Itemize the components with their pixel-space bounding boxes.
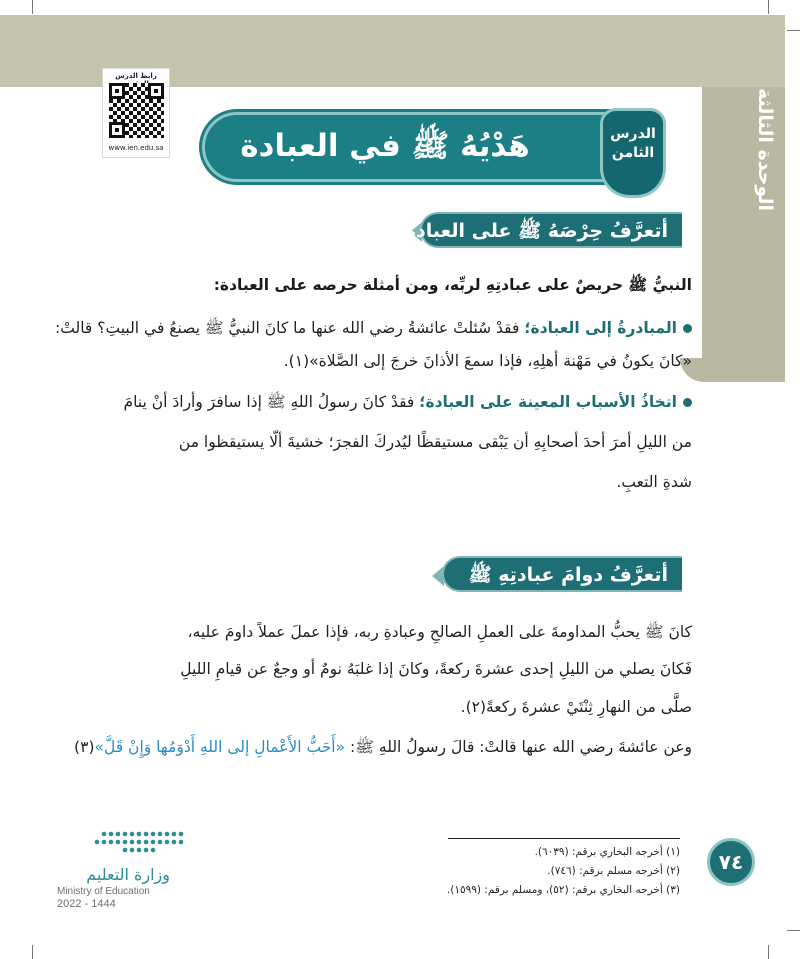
section1-point1-quote: «كانَ يكونُ في مَهْنة أهلِهِ، فإذا سمعَ الأذانَ خرجَ إلى الصَّلاة»(١). <box>283 352 692 370</box>
lesson-title: هَدْيُهُ ﷺ في العبادة <box>240 128 530 164</box>
section-heading-2-text: أتعرَّفُ دوامَ عبادتِهِ ﷺ <box>468 564 668 586</box>
qr-code-icon <box>109 83 164 138</box>
qr-url: www.ien.edu.sa <box>108 144 164 152</box>
lesson-number-tag <box>600 108 666 198</box>
footnote-3: (٣) أخرجه البخاري برقم: (٥٢)، ومسلم برقم: (١٥٩٩). <box>446 884 680 896</box>
footnote-1: (١) أخرجه البخاري برقم: (٦٠٣٩). <box>534 846 680 858</box>
section-heading-1 <box>404 212 682 248</box>
point2-text: فقدْ كانَ رسولُ اللهِ ﷺ إذا سافرَ وأرادَ أنْ ينامَ <box>123 393 420 411</box>
crop-mark <box>32 945 33 959</box>
page-number: ٧٤ <box>707 838 755 886</box>
section1-point2-line2: من الليلِ أمرَ أحدَ أصحابِهِ أن يَبْقى مستيقظًا ليُدركَ الفجرَ؛ خشيةَ ألّا يستيقظوا من <box>178 433 692 451</box>
point2-lead: اتخاذُ الأسباب المعينة على العبادة؛ <box>419 393 677 411</box>
ministry-logo-icon <box>84 828 184 858</box>
section2-line3: صلَّى من النهارِ ثِنْتَيْ عشرةَ ركعةً(٢). <box>460 698 692 716</box>
hadith-intro: وعن عائشةَ رضي الله عنها قالتْ: قالَ رسولُ اللهِ ﷺ: <box>345 738 692 756</box>
ministry-year: 2022 - 1444 <box>57 898 116 910</box>
section1-point1 <box>55 318 692 341</box>
footnote-2: (٢) أخرجه مسلم برقم: (٧٤٦). <box>547 865 680 877</box>
section2-line4 <box>74 737 692 760</box>
section1-intro: النبيُّ ﷺ حريصٌ على عبادتِهِ لربِّه، ومن أمثلة حرصه على العبادة: <box>213 276 692 294</box>
crop-mark <box>32 0 33 14</box>
section-heading-2 <box>442 556 682 592</box>
qr-link-box[interactable] <box>102 68 170 158</box>
hadith-quote: «أَحَبُّ الأَعْمالِ إلى اللهِ أَدْوَمُها وَإِنْ قَلَّ» <box>94 738 346 756</box>
crop-mark <box>768 945 769 959</box>
ministry-name-ar: وزارة التعليم <box>86 865 170 884</box>
crop-mark <box>768 0 769 14</box>
bullet-icon <box>683 324 692 333</box>
lesson-tag-line1: الدرس <box>610 126 656 142</box>
qr-title: رابط الدرس <box>115 72 157 80</box>
section1-point2 <box>92 392 692 415</box>
bullet-icon <box>683 398 692 407</box>
crop-mark <box>787 30 800 31</box>
ministry-name-en: Ministry of Education <box>57 886 150 897</box>
section1-point2-line3: شدةِ التعبِ. <box>616 473 692 491</box>
section2-line1: كانَ ﷺ يحبُّ المداومةَ على العملِ الصالحِ وعبادةِ ربه، فإذا عملَ عملاً داومَ عليه، <box>187 623 692 641</box>
unit-label: الوحدة الثالثة <box>754 88 776 212</box>
section2-line2: فَكانَ يصلي من الليلِ إحدى عشرةَ ركعةً، وكانَ إذا غلبَهُ نومٌ أو وجعٌ عن قيامِ الليلِ <box>180 660 692 678</box>
lesson-title-banner <box>202 112 640 182</box>
section-heading-1-text: أتعرَّفُ حِرْصَهُ ﷺ على العبادةِ <box>404 220 668 242</box>
lesson-tag-line2: الثامن <box>611 145 655 161</box>
point1-lead: المبادرةُ إلى العبادة؛ <box>524 319 677 337</box>
point1-text: فقدْ سُئلتْ عائشةُ رضي الله عنها ما كانَ النبيُّ ﷺ يصنعُ في البيتِ؟ قالتْ: <box>55 319 525 337</box>
crop-mark <box>787 930 800 931</box>
footnote-rule <box>448 838 680 839</box>
hadith-ref: (٣) <box>74 738 95 756</box>
